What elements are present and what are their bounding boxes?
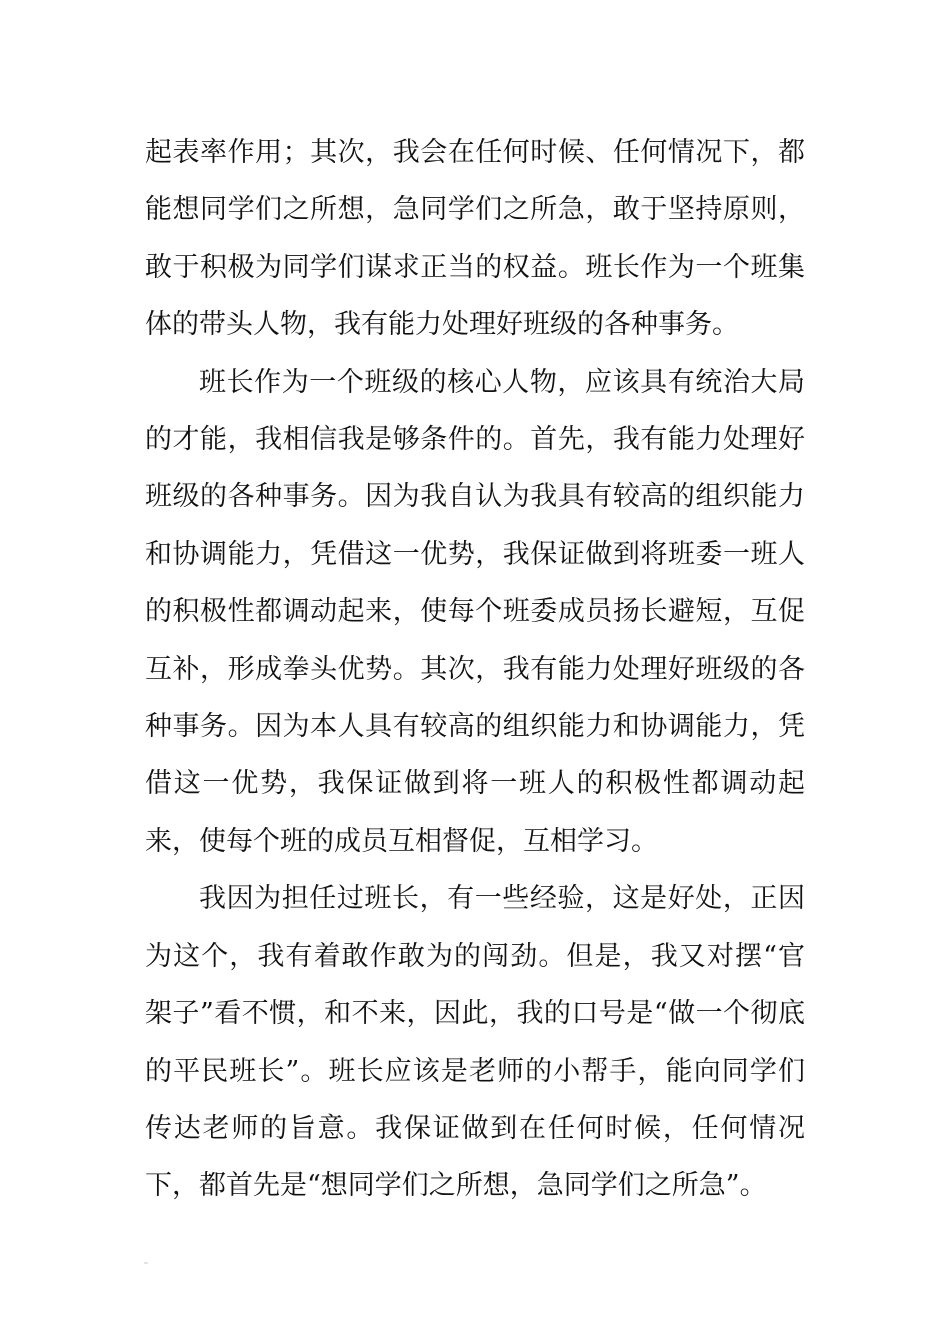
paragraph-3: 我因为担任过班长，有一些经验，这是好处，正因为这个，我有着敢作敢为的闯劲。但是，我又对摆“官架子”看不惯，和不来，因此，我的口号是“做一个彻底的平民班长”。班长应该是老师的小帮手，能向同学们传达老师的旨意。我保证做到在任何时候，任何情况下，都首先是“想同学们之所想，急同学们之所急”。 [145,883,805,1202]
paragraph-1: 起表率作用；其次，我会在任何时候、任何情况下，都能想同学们之所想，急同学们之所急，敢于坚持原则，敢于积极为同学们谋求正当的权益。班长作为一个班集体的带头人物，我有能力处理好班级的各种事务。 [145,137,805,341]
paragraph-2: 班长作为一个班级的核心人物，应该具有统治大局的才能，我相信我是够条件的。首先，我有能力处理好班级的各种事务。因为我自认为我具有较高的组织能力和协调能力，凭借这一优势，我保证做到将班委一班人的积极性都调动起来，使每个班委成员扬长避短，互促互补，形成拳头优势。其次，我有能力处理好班级的各种事务。因为本人具有较高的组织能力和协调能力，凭借这一优势，我保证做到将一班人的积极性都调动起来，使每个班的成员互相督促，互相学习。 [145,366,805,857]
page-mark [144,1262,148,1264]
body-text [145,124,805,1215]
